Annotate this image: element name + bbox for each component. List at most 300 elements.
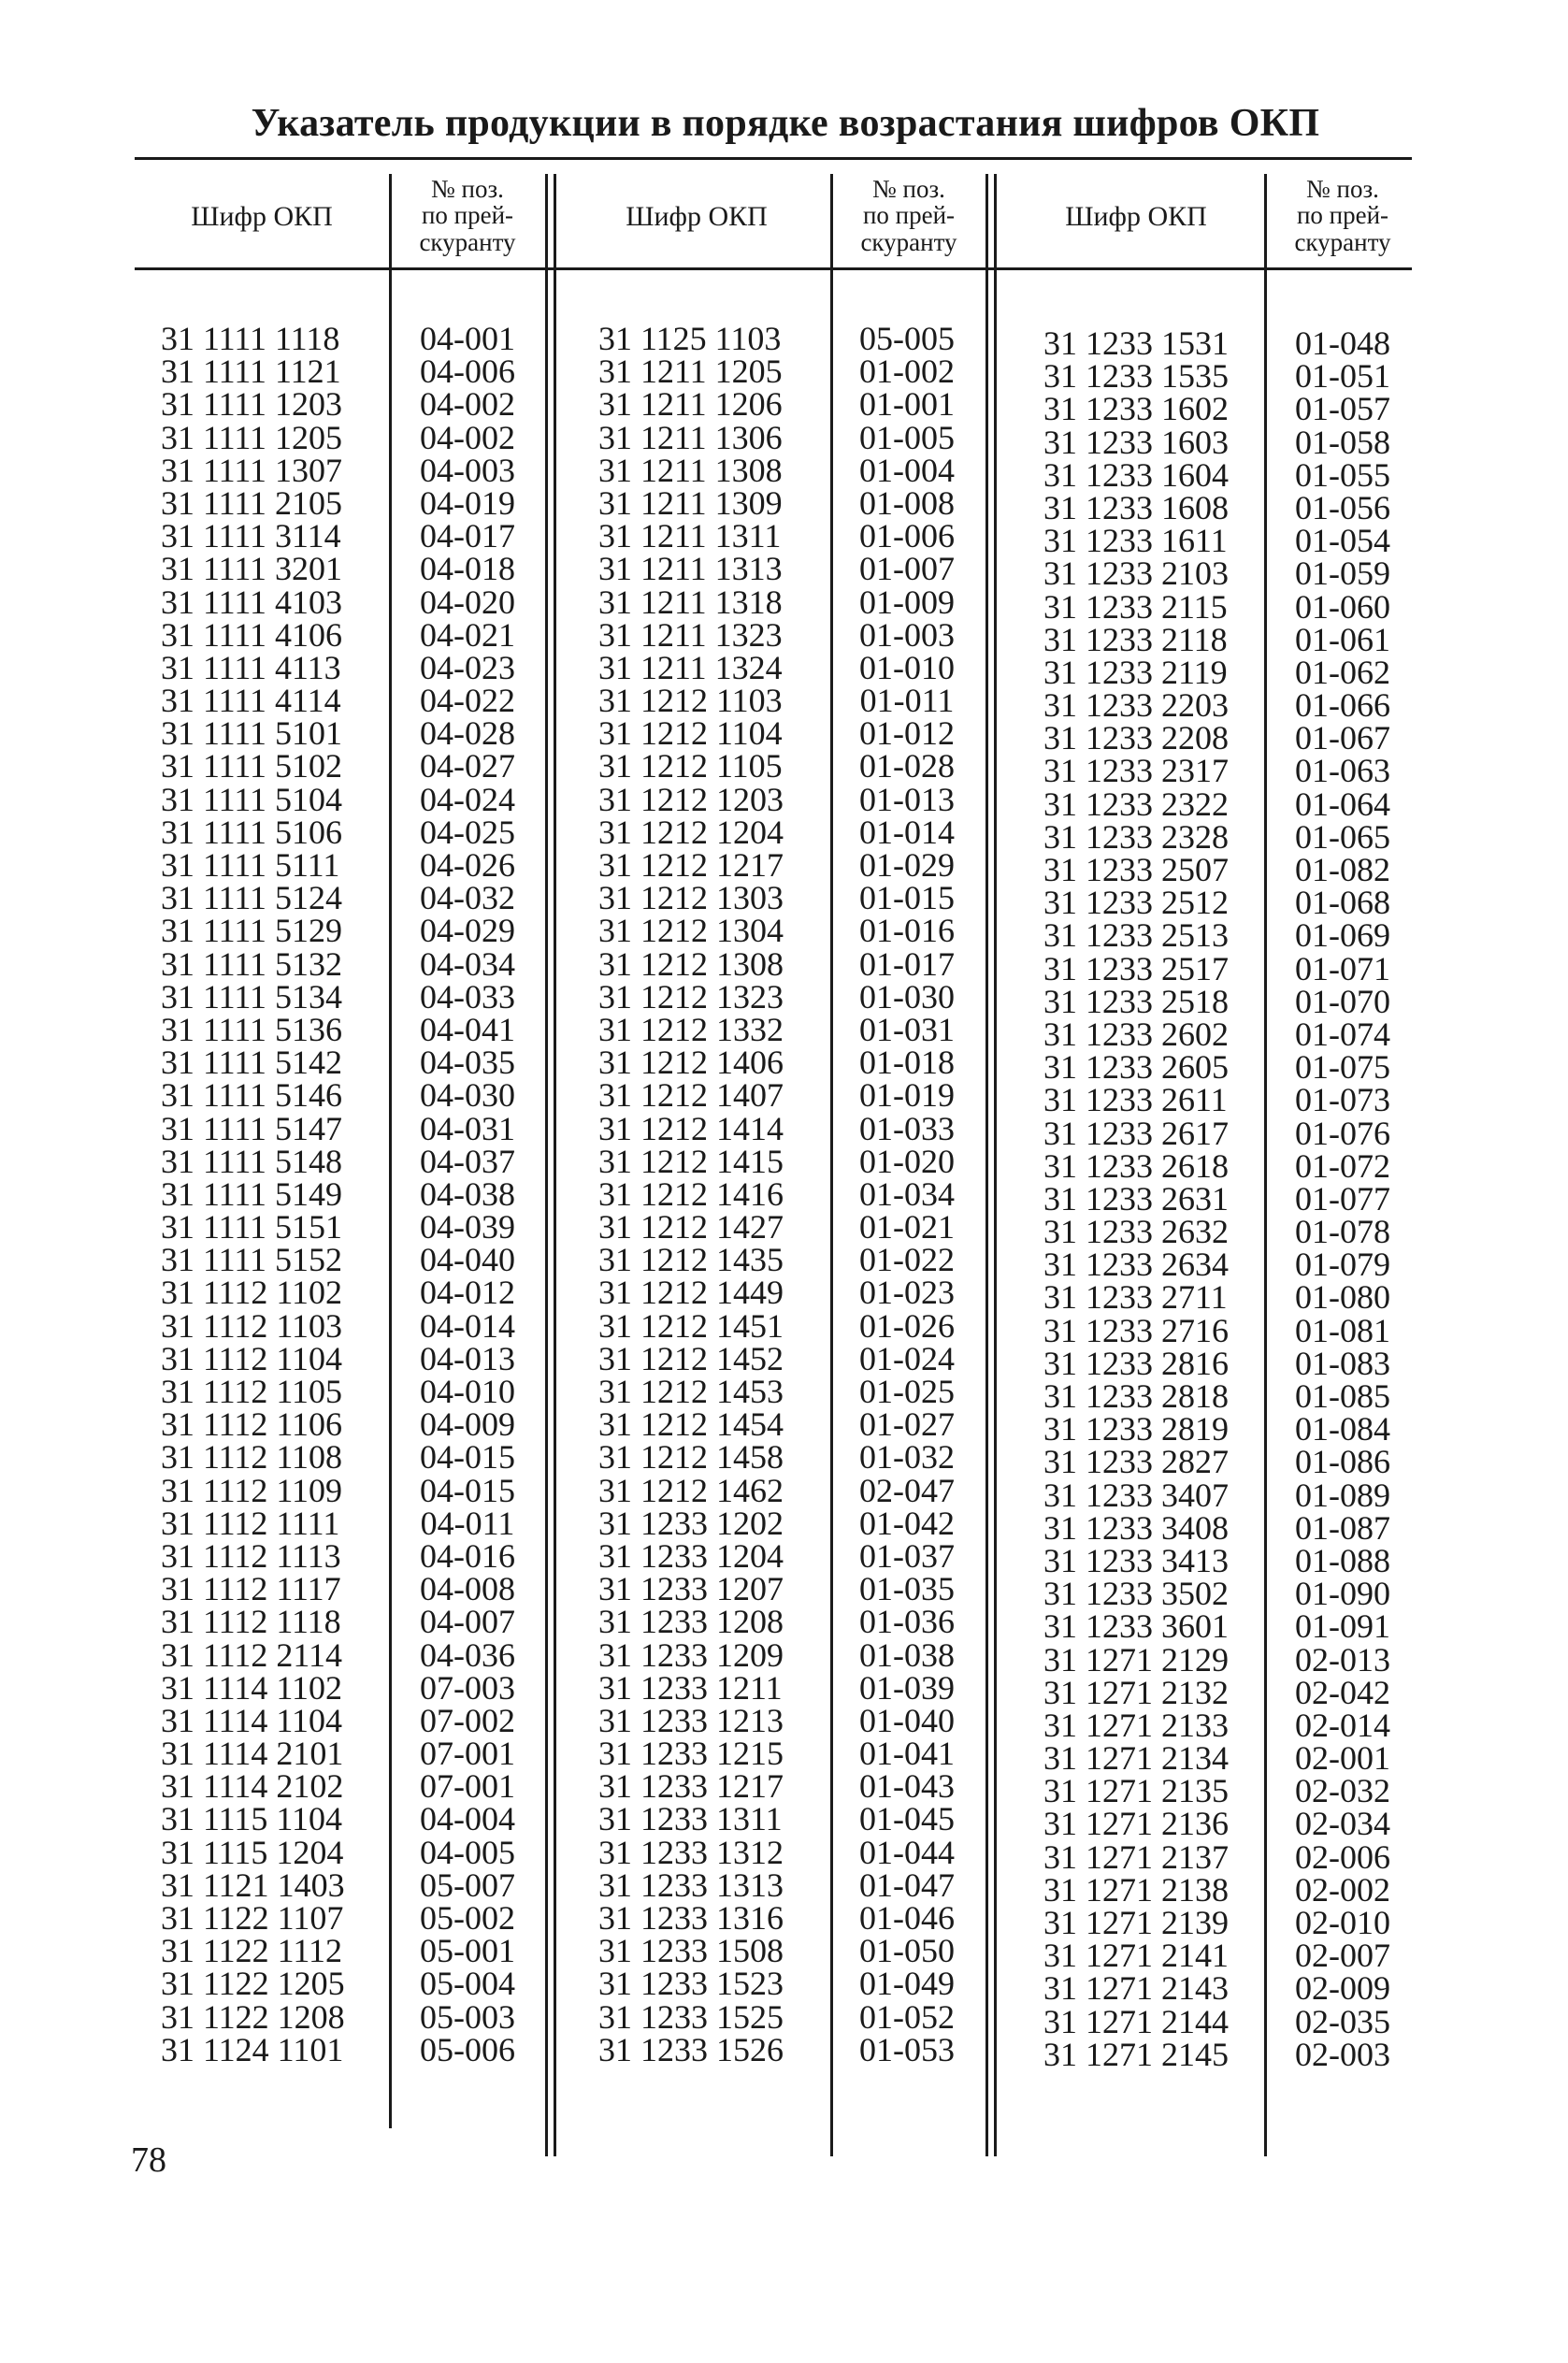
position-cell: 01-051 — [1295, 357, 1390, 396]
table-top-rule — [135, 157, 1412, 160]
position-cell: 01-005 — [859, 418, 955, 456]
position-cell: 02-013 — [1295, 1640, 1390, 1679]
position-cell: 01-045 — [859, 1800, 955, 1838]
header-pos-line: скуранту — [860, 227, 957, 256]
okp-code-cell: 31 1233 2507 — [1043, 851, 1229, 888]
okp-code-cell: 31 1114 2102 — [161, 1767, 344, 1806]
okp-code-cell: 31 1233 2818 — [1043, 1377, 1229, 1415]
okp-code-cell: 31 1212 1416 — [598, 1174, 784, 1213]
position-cell: 04-001 — [420, 320, 515, 357]
header-code-label: Шифр ОКП — [626, 201, 768, 232]
position-cell: 04-006 — [420, 353, 515, 391]
okp-code-cell: 31 1271 2129 — [1043, 1640, 1229, 1679]
okp-code-cell: 31 1211 1206 — [598, 385, 783, 424]
okp-code-cell: 31 1212 1427 — [598, 1208, 784, 1246]
position-cell: 01-019 — [859, 1076, 955, 1115]
position-cell: 07-001 — [420, 1767, 515, 1806]
position-cell: 01-082 — [1295, 851, 1390, 888]
okp-code-cell: 31 1233 2208 — [1043, 719, 1229, 757]
okp-code-cell: 31 1212 1406 — [598, 1044, 784, 1082]
okp-code-cell: 31 1233 2711 — [1043, 1278, 1228, 1317]
position-cell: 01-033 — [859, 1109, 955, 1147]
position-cell: 01-016 — [859, 912, 955, 950]
position-cell: 01-044 — [859, 1833, 955, 1871]
position-cell: 04-005 — [420, 1833, 515, 1871]
position-cell: 01-034 — [859, 1174, 955, 1213]
okp-code-cell: 31 1212 1453 — [598, 1373, 784, 1410]
position-cell: 01-050 — [859, 1932, 955, 1970]
position-cell: 04-015 — [420, 1471, 515, 1509]
okp-code-cell: 31 1211 1324 — [598, 648, 783, 686]
position-cell: 04-027 — [420, 747, 515, 785]
position-cell: 01-022 — [859, 1241, 955, 1279]
position-cell: 04-030 — [420, 1076, 515, 1115]
position-cell: 04-008 — [420, 1570, 515, 1608]
okp-code-cell: 31 1233 1312 — [598, 1833, 784, 1871]
okp-code-cell: 31 1233 1211 — [598, 1668, 783, 1707]
position-cell: 01-009 — [859, 583, 955, 621]
position-cell: 04-012 — [420, 1274, 515, 1312]
position-cell: 01-076 — [1295, 1114, 1390, 1152]
table-header-rule — [135, 267, 1412, 270]
okp-code-cell: 31 1233 2618 — [1043, 1146, 1229, 1185]
position-cell: 01-035 — [859, 1570, 955, 1608]
position-cell: 04-038 — [420, 1174, 515, 1213]
column-1-codes — [161, 320, 367, 2068]
header-pos-line: скуранту — [1294, 227, 1391, 256]
position-cell: 02-007 — [1295, 1937, 1390, 1975]
okp-code-cell: 31 1112 1113 — [161, 1536, 341, 1575]
okp-code-cell: 31 1111 1121 — [161, 353, 341, 391]
okp-code-cell: 31 1271 2139 — [1043, 1904, 1229, 1941]
page-number: 78 — [131, 2140, 166, 2180]
okp-code-cell: 31 1125 1103 — [598, 320, 782, 357]
okp-code-cell: 31 1212 1454 — [598, 1405, 784, 1444]
okp-code-cell: 31 1233 2517 — [1043, 949, 1229, 987]
position-cell: 01-069 — [1295, 916, 1390, 955]
position-cell: 04-011 — [420, 1504, 515, 1542]
position-cell: 04-014 — [420, 1306, 515, 1345]
okp-code-cell: 31 1271 2135 — [1043, 1772, 1229, 1810]
position-cell: 01-074 — [1295, 1015, 1390, 1053]
okp-code-cell: 31 1233 1311 — [598, 1800, 783, 1838]
position-cell: 01-003 — [859, 615, 955, 654]
position-cell: 02-010 — [1295, 1904, 1390, 1941]
column-divider — [389, 174, 392, 2128]
okp-code-cell: 31 1111 5124 — [161, 879, 342, 917]
okp-code-cell: 31 1212 1323 — [598, 977, 784, 1016]
position-cell: 04-037 — [420, 1142, 515, 1180]
okp-code-cell: 31 1233 2328 — [1043, 817, 1229, 856]
okp-code-cell: 31 1111 1203 — [161, 385, 342, 424]
position-cell: 01-056 — [1295, 488, 1390, 526]
okp-code-cell: 31 1114 1102 — [161, 1668, 342, 1707]
position-cell: 04-010 — [420, 1373, 515, 1410]
okp-code-cell: 31 1111 5146 — [161, 1076, 342, 1115]
okp-code-cell: 31 1212 1452 — [598, 1339, 784, 1377]
page-title: Указатель продукции в порядке возрастания шифров ОКП — [251, 102, 1320, 145]
position-cell: 01-048 — [1295, 324, 1390, 362]
position-cell: 02-035 — [1295, 2002, 1390, 2040]
position-cell: 04-018 — [420, 550, 515, 588]
position-cell: 01-089 — [1295, 1476, 1390, 1514]
position-cell: 01-061 — [1295, 620, 1390, 658]
okp-code-cell: 31 1233 2611 — [1043, 1081, 1228, 1119]
okp-code-cell: 31 1233 2518 — [1043, 982, 1229, 1020]
position-cell: 01-052 — [859, 1997, 955, 2036]
okp-code-cell: 31 1233 1525 — [598, 1997, 784, 2036]
column-2-codes — [598, 320, 804, 2068]
okp-code-cell: 31 1212 1332 — [598, 1010, 784, 1048]
position-cell: 01-032 — [859, 1438, 955, 1477]
position-cell: 05-002 — [420, 1899, 515, 1937]
okp-code-cell: 31 1271 2143 — [1043, 1969, 1229, 2008]
okp-code-cell: 31 1112 1109 — [161, 1471, 342, 1509]
okp-code-cell: 31 1112 2114 — [161, 1635, 342, 1674]
okp-code-cell: 31 1233 2512 — [1043, 884, 1229, 922]
position-cell: 04-028 — [420, 714, 515, 753]
okp-code-cell: 31 1124 1101 — [161, 2030, 344, 2068]
position-cell: 01-008 — [859, 483, 955, 522]
okp-code-cell: 31 1114 2101 — [161, 1735, 344, 1773]
okp-code-cell: 31 1233 2103 — [1043, 555, 1229, 593]
position-cell: 01-012 — [859, 714, 955, 753]
position-cell: 01-023 — [859, 1274, 955, 1312]
okp-code-cell: 31 1233 1213 — [598, 1701, 784, 1739]
position-cell: 01-062 — [1295, 653, 1390, 691]
position-cell: 01-078 — [1295, 1213, 1390, 1251]
okp-code-cell: 31 1212 1308 — [598, 944, 784, 983]
okp-code-cell: 31 1112 1105 — [161, 1373, 342, 1410]
column-divider-double — [994, 174, 997, 2156]
okp-code-cell: 31 1212 1103 — [598, 682, 783, 720]
position-cell: 01-046 — [859, 1899, 955, 1937]
okp-code-cell: 31 1233 1313 — [598, 1866, 784, 1904]
okp-code-cell: 31 1211 1311 — [598, 517, 782, 555]
position-cell: 01-080 — [1295, 1278, 1390, 1317]
position-cell: 02-003 — [1295, 2035, 1390, 2073]
okp-code-cell: 31 1233 2118 — [1043, 620, 1228, 658]
position-cell: 01-049 — [859, 1965, 955, 2003]
okp-code-cell: 31 1212 1203 — [598, 780, 784, 818]
position-cell: 04-033 — [420, 977, 515, 1016]
okp-code-cell: 31 1211 1309 — [598, 483, 783, 522]
position-cell: 07-001 — [420, 1735, 515, 1773]
okp-code-cell: 31 1233 1202 — [598, 1504, 784, 1542]
position-cell: 04-020 — [420, 583, 515, 621]
position-cell: 01-027 — [859, 1405, 955, 1444]
column-divider-double — [554, 174, 556, 2156]
header-pos-1 — [393, 176, 542, 255]
okp-code-cell: 31 1111 5129 — [161, 912, 342, 950]
okp-code-cell: 31 1211 1323 — [598, 615, 783, 654]
position-cell: 01-014 — [859, 813, 955, 851]
position-cell: 07-002 — [420, 1701, 515, 1739]
okp-code-cell: 31 1111 5101 — [161, 714, 342, 753]
okp-code-cell: 31 1111 5104 — [161, 780, 342, 818]
position-cell: 01-006 — [859, 517, 955, 555]
position-cell: 01-085 — [1295, 1377, 1390, 1415]
position-cell: 01-002 — [859, 353, 955, 391]
okp-code-cell: 31 1233 2816 — [1043, 1344, 1229, 1382]
position-cell: 05-005 — [859, 320, 955, 357]
position-cell: 01-070 — [1295, 982, 1390, 1020]
position-cell: 05-007 — [420, 1866, 515, 1904]
okp-code-cell: 31 1233 2513 — [1043, 916, 1229, 955]
position-cell: 01-091 — [1295, 1607, 1390, 1646]
okp-code-cell: 31 1233 1603 — [1043, 423, 1229, 461]
okp-code-cell: 31 1212 1304 — [598, 912, 784, 950]
okp-code-cell: 31 1233 1316 — [598, 1899, 784, 1937]
position-cell: 01-088 — [1295, 1541, 1390, 1579]
position-cell: 01-073 — [1295, 1081, 1390, 1119]
position-cell: 04-026 — [420, 846, 515, 884]
okp-code-cell: 31 1233 1204 — [598, 1536, 784, 1575]
position-cell: 04-035 — [420, 1044, 515, 1082]
okp-code-cell: 31 1111 5132 — [161, 944, 342, 983]
position-cell: 02-032 — [1295, 1772, 1390, 1810]
okp-code-cell: 31 1271 2141 — [1043, 1937, 1229, 1975]
header-pos-line: № поз. — [872, 175, 945, 203]
okp-code-cell: 31 1111 5147 — [161, 1109, 342, 1147]
position-cell: 04-007 — [420, 1603, 515, 1641]
okp-code-cell: 31 1212 1458 — [598, 1438, 784, 1477]
okp-code-cell: 31 1233 2317 — [1043, 752, 1229, 790]
position-cell: 05-004 — [420, 1965, 515, 2003]
okp-code-cell: 31 1233 2716 — [1043, 1311, 1229, 1349]
position-cell: 01-079 — [1295, 1246, 1390, 1284]
okp-code-cell: 31 1233 2617 — [1043, 1114, 1229, 1152]
position-cell: 01-004 — [859, 451, 955, 489]
position-cell: 01-011 — [859, 682, 955, 720]
okp-code-cell: 31 1233 1508 — [598, 1932, 784, 1970]
okp-code-cell: 31 1112 1108 — [161, 1438, 342, 1477]
okp-code-cell: 31 1111 5148 — [161, 1142, 342, 1180]
okp-code-cell: 31 1111 3201 — [161, 550, 342, 588]
okp-code-cell: 31 1233 1209 — [598, 1635, 784, 1674]
position-cell: 01-029 — [859, 846, 955, 884]
position-cell: 01-026 — [859, 1306, 955, 1345]
okp-code-cell: 31 1112 1104 — [161, 1339, 342, 1377]
okp-code-cell: 31 1111 1205 — [161, 418, 342, 456]
position-cell: 01-038 — [859, 1635, 955, 1674]
position-cell: 01-024 — [859, 1339, 955, 1377]
column-divider — [1264, 174, 1267, 2156]
okp-code-cell: 31 1233 2827 — [1043, 1443, 1229, 1481]
position-cell: 04-040 — [420, 1241, 515, 1279]
okp-code-cell: 31 1212 1204 — [598, 813, 784, 851]
okp-code-cell: 31 1212 1449 — [598, 1274, 784, 1312]
position-cell: 02-034 — [1295, 1805, 1390, 1843]
okp-code-cell: 31 1233 2322 — [1043, 785, 1229, 823]
okp-code-cell: 31 1271 2144 — [1043, 2002, 1229, 2040]
okp-code-cell: 31 1111 5149 — [161, 1174, 342, 1213]
position-cell: 04-032 — [420, 879, 515, 917]
position-cell: 01-090 — [1295, 1575, 1390, 1613]
position-cell: 01-054 — [1295, 522, 1390, 560]
okp-code-cell: 31 1233 1526 — [598, 2030, 784, 2068]
header-code-1 — [150, 202, 374, 232]
position-cell: 02-002 — [1295, 1870, 1390, 1909]
header-pos-line: по прей- — [1296, 201, 1389, 230]
column-3-codes — [1043, 324, 1249, 2073]
okp-code-cell: 31 1111 4114 — [161, 682, 341, 720]
position-cell: 02-006 — [1295, 1837, 1390, 1876]
position-cell: 01-042 — [859, 1504, 955, 1542]
okp-code-cell: 31 1211 1306 — [598, 418, 783, 456]
okp-code-cell: 31 1111 3114 — [161, 517, 341, 555]
okp-code-cell: 31 1233 1208 — [598, 1603, 784, 1641]
position-cell: 01-015 — [859, 879, 955, 917]
okp-code-cell: 31 1233 2203 — [1043, 686, 1229, 725]
position-cell: 04-019 — [420, 483, 515, 522]
okp-code-cell: 31 1212 1462 — [598, 1471, 784, 1509]
okp-code-cell: 31 1111 4103 — [161, 583, 342, 621]
position-cell: 01-086 — [1295, 1443, 1390, 1481]
okp-code-cell: 31 1111 5136 — [161, 1010, 342, 1048]
position-cell: 01-030 — [859, 977, 955, 1016]
okp-code-cell: 31 1111 5111 — [161, 846, 340, 884]
position-cell: 04-039 — [420, 1208, 515, 1246]
position-cell: 04-003 — [420, 451, 515, 489]
okp-code-cell: 31 1211 1205 — [598, 353, 783, 391]
okp-code-cell: 31 1212 1303 — [598, 879, 784, 917]
position-cell: 04-015 — [420, 1438, 515, 1477]
position-cell: 01-021 — [859, 1208, 955, 1246]
okp-code-cell: 31 1112 1117 — [161, 1570, 341, 1608]
okp-code-cell: 31 1122 1112 — [161, 1932, 342, 1970]
position-cell: 01-071 — [1295, 949, 1390, 987]
okp-code-cell: 31 1271 2137 — [1043, 1837, 1229, 1876]
position-cell: 04-017 — [420, 517, 515, 555]
position-cell: 01-059 — [1295, 555, 1390, 593]
position-cell: 01-064 — [1295, 785, 1390, 823]
okp-code-cell: 31 1233 2605 — [1043, 1048, 1229, 1087]
okp-code-cell: 31 1233 3413 — [1043, 1541, 1229, 1579]
okp-code-cell: 31 1112 1102 — [161, 1274, 342, 1312]
okp-code-cell: 31 1233 2819 — [1043, 1410, 1229, 1448]
position-cell: 01-037 — [859, 1536, 955, 1575]
position-cell: 04-036 — [420, 1635, 515, 1674]
okp-code-cell: 31 1233 3601 — [1043, 1607, 1229, 1646]
okp-code-cell: 31 1233 2631 — [1043, 1179, 1229, 1218]
header-pos-line: № поз. — [431, 175, 504, 203]
position-cell: 02-014 — [1295, 1706, 1390, 1744]
position-cell: 04-002 — [420, 418, 515, 456]
position-cell: 01-028 — [859, 747, 955, 785]
okp-code-cell: 31 1271 2133 — [1043, 1706, 1229, 1744]
position-cell: 01-010 — [859, 648, 955, 686]
position-cell: 02-047 — [859, 1471, 955, 1509]
okp-code-cell: 31 1271 2134 — [1043, 1739, 1229, 1778]
header-pos-2 — [834, 176, 984, 255]
okp-code-cell: 31 1212 1435 — [598, 1241, 784, 1279]
okp-code-cell: 31 1233 2632 — [1043, 1213, 1229, 1251]
position-cell: 01-087 — [1295, 1508, 1390, 1547]
okp-code-cell: 31 1212 1451 — [598, 1306, 784, 1345]
column-divider-double — [985, 174, 988, 2156]
position-cell: 01-013 — [859, 780, 955, 818]
okp-code-cell: 31 1233 1608 — [1043, 488, 1229, 526]
position-cell: 01-075 — [1295, 1048, 1390, 1087]
header-code-label: Шифр ОКП — [191, 201, 333, 232]
okp-code-cell: 31 1233 1604 — [1043, 455, 1229, 494]
position-cell: 05-003 — [420, 1997, 515, 2036]
header-pos-line: по прей- — [862, 201, 956, 230]
okp-code-cell: 31 1122 1107 — [161, 1899, 344, 1937]
position-cell: 01-040 — [859, 1701, 955, 1739]
okp-code-cell: 31 1271 2132 — [1043, 1673, 1229, 1711]
position-cell: 01-084 — [1295, 1410, 1390, 1448]
okp-code-cell: 31 1111 5134 — [161, 977, 342, 1016]
position-cell: 01-025 — [859, 1373, 955, 1410]
okp-code-cell: 31 1111 5151 — [161, 1208, 342, 1246]
position-cell: 01-053 — [859, 2030, 955, 2068]
column-1-positions — [411, 320, 524, 2068]
position-cell: 01-020 — [859, 1142, 955, 1180]
position-cell: 04-002 — [420, 385, 515, 424]
position-cell: 01-063 — [1295, 752, 1390, 790]
okp-code-cell: 31 1121 1403 — [161, 1866, 345, 1904]
position-cell: 01-036 — [859, 1603, 955, 1641]
position-cell: 01-060 — [1295, 587, 1390, 626]
okp-code-cell: 31 1211 1308 — [598, 451, 783, 489]
column-divider-double — [545, 174, 548, 2156]
okp-code-cell: 31 1211 1313 — [598, 550, 783, 588]
header-pos-3 — [1268, 176, 1417, 255]
okp-code-cell: 31 1111 5106 — [161, 813, 342, 851]
okp-code-cell: 31 1233 1207 — [598, 1570, 784, 1608]
okp-code-cell: 31 1111 4113 — [161, 648, 341, 686]
okp-code-cell: 31 1112 1111 — [161, 1504, 340, 1542]
okp-code-cell: 31 1111 5152 — [161, 1241, 342, 1279]
position-cell: 01-001 — [859, 385, 955, 424]
okp-code-cell: 31 1233 1523 — [598, 1965, 784, 2003]
position-cell: 01-077 — [1295, 1179, 1390, 1218]
position-cell: 01-018 — [859, 1044, 955, 1082]
position-cell: 04-016 — [420, 1536, 515, 1575]
position-cell: 04-021 — [420, 615, 515, 654]
column-3-positions — [1287, 324, 1399, 2073]
header-code-label: Шифр ОКП — [1065, 201, 1207, 232]
okp-code-cell: 31 1111 1307 — [161, 451, 342, 489]
position-cell: 04-009 — [420, 1405, 515, 1444]
okp-code-cell: 31 1212 1217 — [598, 846, 784, 884]
okp-code-cell: 31 1271 2145 — [1043, 2035, 1229, 2073]
position-cell: 04-034 — [420, 944, 515, 983]
position-cell: 01-068 — [1295, 884, 1390, 922]
okp-code-cell: 31 1233 3407 — [1043, 1476, 1229, 1514]
position-cell: 04-022 — [420, 682, 515, 720]
position-cell: 02-042 — [1295, 1673, 1390, 1711]
okp-code-cell: 31 1112 1103 — [161, 1306, 342, 1345]
header-code-2 — [580, 202, 813, 232]
position-cell: 04-004 — [420, 1800, 515, 1838]
position-cell: 01-065 — [1295, 817, 1390, 856]
position-cell: 04-041 — [420, 1010, 515, 1048]
okp-code-cell: 31 1112 1118 — [161, 1603, 341, 1641]
position-cell: 04-013 — [420, 1339, 515, 1377]
okp-code-cell: 31 1271 2136 — [1043, 1805, 1229, 1843]
position-cell: 01-041 — [859, 1735, 955, 1773]
position-cell: 01-083 — [1295, 1344, 1390, 1382]
position-cell: 01-057 — [1295, 390, 1390, 428]
okp-code-cell: 31 1233 1535 — [1043, 357, 1229, 396]
okp-code-cell: 31 1115 1204 — [161, 1833, 344, 1871]
position-cell: 01-067 — [1295, 719, 1390, 757]
header-code-3 — [1019, 202, 1253, 232]
okp-code-cell: 31 1212 1414 — [598, 1109, 784, 1147]
